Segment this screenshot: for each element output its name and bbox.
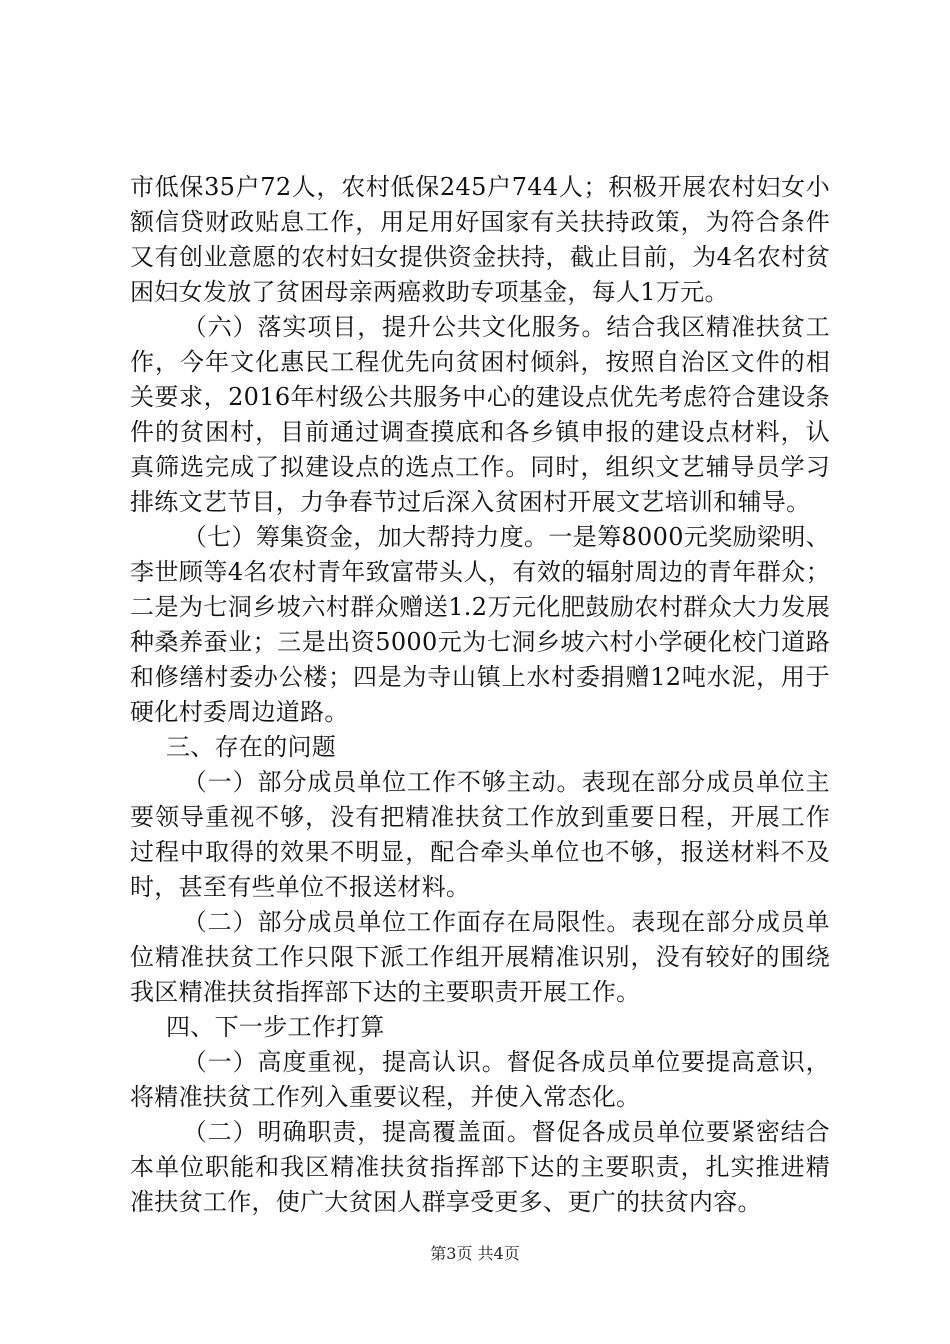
paragraph-public-culture-service: （六）落实项目，提升公共文化服务。结合我区精准扶贫工作，今年文化惠民工程优先向贫困村倾斜，按照自治区文件的相关要求，2016年村级公共服务中心的建设点优先考虑符合建设条件的贫困村，目前通过调查摸底和各乡镇申报的建设点材料，认真筛选完成了拟建设点的选点工作。同时，组织文艺辅导员学习排练文艺节目，力争春节过后深入贫困村开展文艺培训和辅导。 [130, 313, 830, 516]
paragraph-problem-two: （二）部分成员单位工作面存在局限性。表现在部分成员单位精准扶贫工作只限下派工作组开展精准识别，没有较好的围绕我区精准扶贫指挥部下达的主要职责开展工作。 [130, 908, 830, 1006]
paragraph-low-income-support: 市低保35户72人，农村低保245户744人；积极开展农村妇女小额信贷财政贴息工作，用足用好国家有关扶持政策，为符合条件又有创业意愿的农村妇女提供资金扶持，截止目前，为4名农村贫困妇女发放了贫困母亲两癌救助专项基金，每人1万元。 [130, 173, 830, 306]
section-heading-existing-problems: 三、存在的问题 [166, 733, 337, 761]
paragraph-next-step-one: （一）高度重视，提高认识。督促各成员单位要提高意识，将精准扶贫工作列入重要议程，并使入常态化。 [130, 1048, 830, 1111]
section-heading-next-steps: 四、下一步工作打算 [166, 1013, 385, 1041]
document-body [130, 170, 830, 1220]
paragraph-problem-one: （一）部分成员单位工作不够主动。表现在部分成员单位主要领导重视不够，没有把精准扶贫工作放到重要日程，开展工作过程中取得的效果不明显，配合牵头单位也不够，报送材料不及时，甚至有些单位不报送材料。 [130, 768, 830, 901]
page-number-footer: 第3页 共4页 [430, 1244, 520, 1263]
paragraph-fund-raising: （七）筹集资金，加大帮持力度。一是筹8000元奖励梁明、李世顾等4名农村青年致富带头人，有效的辐射周边的青年群众；二是为七洞乡坡六村群众赠送1.2万元化肥鼓励农村群众大力发展种桑养蚕业；三是出资5000元为七洞乡坡六村小学硬化校门道路和修缮村委办公楼；四是为寺山镇上水村委捐赠12吨水泥，用于硬化村委周边道路。 [130, 523, 830, 726]
paragraph-next-step-two: （二）明确职责，提高覆盖面。督促各成员单位要紧密结合本单位职能和我区精准扶贫指挥部下达的主要职责，扎实推进精准扶贫工作，使广大贫困人群享受更多、更广的扶贫内容。 [130, 1118, 830, 1216]
